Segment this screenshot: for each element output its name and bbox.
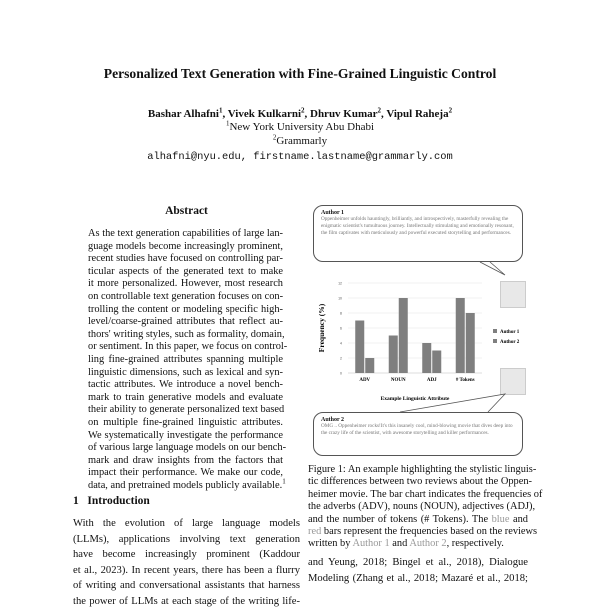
affiliation-mark: 1 <box>218 106 223 115</box>
legend-label: Author 1 <box>500 330 520 335</box>
text-line: We systematically investigate the performance <box>88 429 283 441</box>
figure-caption <box>308 464 543 551</box>
y-axis-label: Frequency (%) <box>317 303 326 353</box>
section-number: 1 <box>73 495 79 507</box>
text-line: have become increasingly prominent (Kaddour <box>73 549 300 561</box>
affiliation <box>0 135 600 147</box>
affiliation-mark: 1 <box>225 119 230 128</box>
caption-author2: Author 2 <box>409 538 447 550</box>
text-line: et al., 2023). In recent years, there has been a flurry <box>73 564 300 576</box>
section-title: Introduction <box>87 495 150 507</box>
text-line: on controllable text generation focuses on con- <box>88 290 284 302</box>
caption-text: and the number of tokens (# Tokens). The <box>308 513 489 525</box>
text-line: on multiple fine-grained linguistic attributes. <box>88 416 283 428</box>
caption-line: heimer movie. The bar chart indicates the frequencies of <box>308 488 543 500</box>
text-line: level/coarse-grained attributes that reflect au- <box>88 316 283 328</box>
review-author-label: Author 2 <box>321 417 345 423</box>
text-line: guage models become increasingly prominent, <box>88 240 283 252</box>
affiliation-name: Grammarly <box>276 135 328 147</box>
text-line: impact their performance. We make our code, <box>88 467 283 479</box>
bar-author-1-adj <box>422 343 431 373</box>
bar-author-2-tokens <box>466 313 475 373</box>
caption-text: bars represent the frequencies based on the reviews <box>323 526 538 538</box>
text-line: thors' writing styles, such as formality, domain, <box>88 328 285 340</box>
caption-text: and <box>392 538 408 550</box>
y-tick-label: 4 <box>340 341 342 346</box>
text-line: recent studies have focused on controlling par- <box>88 253 283 265</box>
author-name: Vipul Raheja <box>386 108 449 120</box>
text-line: trolling the content or modeling specific high- <box>88 303 283 315</box>
caption-author1: Author 1 <box>352 538 390 550</box>
y-tick-label: 8 <box>340 311 342 316</box>
x-axis-label: Example Linguistic Attribute <box>380 396 450 402</box>
legend-swatch <box>493 339 497 343</box>
text-line: of writing and conversational assistants that harness <box>73 580 300 592</box>
bar-author-2-adv <box>365 358 374 373</box>
caption-blue-word: blue <box>491 513 510 525</box>
caption-text: , respectively. <box>446 538 504 550</box>
section-heading <box>73 495 150 507</box>
x-tick-label: # Tokens <box>455 378 475 383</box>
caption-line: the adverbs (ADV), nouns (NOUN), adjectives (ADJ), <box>308 501 536 513</box>
text-line: mark to train generative models and evaluate <box>88 391 283 403</box>
review-author-label: Author 1 <box>321 210 345 216</box>
review-text: OMG .. Oppenheimer rocks!It's this insanely cool, mind-blowing movie that dives deep into the crazy life of the scientist, with awesome storytelling and killer performances. <box>321 423 513 437</box>
bar-author-1-tokens <box>456 298 465 373</box>
text-line: With the evolution of large language models <box>73 518 300 529</box>
x-tick-label: ADJ <box>426 378 437 383</box>
caption-text: written by <box>308 538 351 550</box>
text-line: the power of LLMs at each stage of the writing life- <box>73 595 300 607</box>
affiliation-name: New York University Abu Dhabi <box>229 121 375 133</box>
caption-red-word: red <box>308 526 322 538</box>
legend <box>493 329 520 345</box>
author-name: Vivek Kulkarni <box>227 108 301 120</box>
text-line: tactic attributes. We introduce a novel bench- <box>88 379 283 391</box>
bar-chart <box>300 200 540 465</box>
text-line: linguistic dimensions, such as lexical and syn- <box>88 366 283 378</box>
review-text: Oppenheimer unfolds hauntingly, brilliantly, and introspectively, masterfully revealing the enigmatic scientist's tumultuous journey. Intellectually stimulating and emotionally resonant, the film captivates with meticulously and powerful executed storytelling and performances. <box>321 216 514 237</box>
text-line: and Yeung, 2018; Bingel et al., 2018), Dialogue <box>308 557 528 568</box>
y-tick-label: 0 <box>340 371 342 376</box>
abstract-body <box>88 228 288 492</box>
text: data, and pretrained models publicly available. <box>88 479 283 491</box>
footnote-mark: 1 <box>282 477 286 486</box>
legend-label: Author 2 <box>500 340 520 345</box>
text-line: their ability to generate personalized text based <box>88 404 285 416</box>
text-line: it more personalized. However, most research <box>88 278 283 290</box>
caption-line <box>308 526 538 538</box>
bubble-tail <box>480 262 505 275</box>
author-name: Bashar Alhafni <box>147 108 219 120</box>
affiliation-mark: 2 <box>377 106 382 115</box>
author-emails: alhafni@nyu.edu, firstname.lastname@grammarly.com <box>147 151 453 163</box>
paper-title: Personalized Text Generation with Fine-Grained Linguistic Control <box>103 66 497 81</box>
text-line: As the text generation capabilities of large lan- <box>88 228 283 239</box>
text-line: mark and draw insights from the factors that <box>88 454 283 466</box>
y-tick-label: 12 <box>338 281 342 286</box>
y-tick-label: 2 <box>340 356 342 361</box>
caption-line <box>308 514 528 526</box>
y-tick-label: 6 <box>340 326 342 331</box>
x-tick-label: NOUN <box>390 378 406 383</box>
intro-body <box>73 516 300 610</box>
y-tick-label: 10 <box>338 296 342 301</box>
bar-author-1-adv <box>355 321 364 374</box>
text-line: or sentiment. In this paper, we focus on control- <box>88 341 288 353</box>
affiliation-mark: 2 <box>448 106 453 115</box>
caption-line: tic differences between two reviews about the Oppen- <box>308 476 532 488</box>
bar-author-2-noun <box>399 298 408 373</box>
legend-swatch <box>493 329 497 333</box>
affiliation-mark: 2 <box>272 133 277 142</box>
affiliation-mark: 2 <box>301 106 305 115</box>
text-line <box>88 477 286 493</box>
affiliation <box>0 121 600 133</box>
abstract-heading: Abstract <box>165 205 208 217</box>
text-line: Modeling (Zhang et al., 2018; Mazaré et al., 2018; <box>308 572 528 584</box>
caption-line: Figure 1: An example highlighting the stylistic linguis- <box>308 464 537 475</box>
author-name: Dhruv Kumar <box>310 108 378 120</box>
author-list: Bashar Alhafni$^1$, Vivek Kulkarni$^2$, Dhruv Kumar$^2$, Vipul Raheja$^2$ <box>147 106 453 120</box>
text-line: ling fine-grained attributes spanning multiple <box>88 353 283 365</box>
right-column-body <box>308 555 528 586</box>
x-tick-label: ADV <box>359 378 371 383</box>
bar-author-1-noun <box>389 336 398 374</box>
text-line: ticular aspects of the generated text to make <box>88 265 283 277</box>
text-line: of various large language models on our bench- <box>88 442 287 454</box>
caption-line <box>308 538 528 550</box>
text-line: (LLMs), applications involving text generation <box>73 533 300 545</box>
caption-text: and <box>512 513 528 525</box>
bar-author-2-adj <box>432 351 441 374</box>
